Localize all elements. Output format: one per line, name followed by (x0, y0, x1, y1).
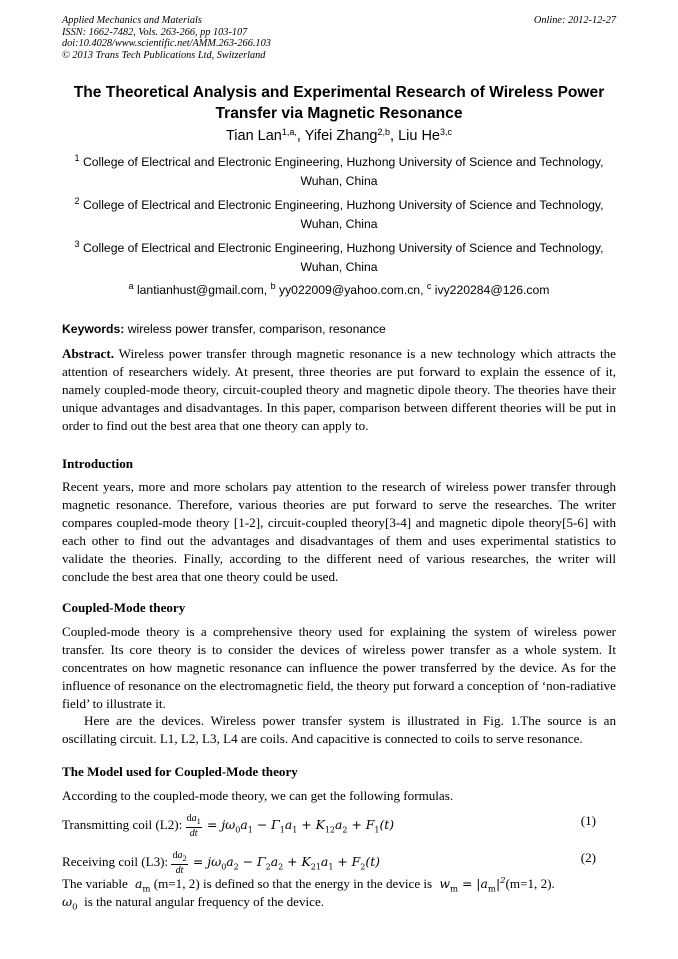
equation-2-formula: = $j\omega_0a_2 - \Gamma_2a_2 + K_{21}a_1 + F_2(t)$ (192, 854, 381, 872)
affiliation-line: College of Electrical and Electronic Engineering, Huzhong University of Science and Technology, (82, 155, 604, 169)
issn: ISSN: 1662-7482, Vols. 263-266, pp 103-107 (62, 26, 248, 38)
author-name: Liu He (398, 128, 440, 144)
abstract-label: Abstract. (62, 346, 114, 361)
energy-formula: $w_m = |a_m|^2$ (435, 875, 506, 895)
paper-title (40, 82, 638, 124)
keywords-label: Keywords: (62, 322, 125, 336)
derivative-fraction: $\frac{da_2}{dt}$ (172, 850, 187, 876)
online-date: Online: 2012-12-27 (533, 15, 616, 26)
variable-definition (62, 875, 616, 911)
equation-1-number: (1) (580, 813, 596, 828)
coupled-mode-paragraph-1: Coupled-mode theory is a comprehensive theory used for explaining the system of wireless power transfer. Its core theory is to consider the devices of wireless power transfer as a whole system. It concentrates on how magnetic resonance can influence the power transferred by the device. As for the influence of resonance on the electromagnetic field, the theory put forward a conception of ‘non-radiative field’ to illustrate it. (62, 624, 616, 711)
introduction-text: Recent years, more and more scholars pay attention to the research of wireless power transfer through magnetic resonance. Therefore, various theories are put forward to serve the researches. The writer compares coupled-mode theory [1-2], circuit-coupled theory[3-4] and magnetic dipole theory[5-6] with each other to find out the advantages and disadvantages of them and uses experimental statistics to validate the theories. Finally, according to the different need of various researches, the writer will conclude the best area that one theory could be used. (62, 479, 616, 584)
email-sup: b (270, 281, 276, 291)
email-link[interactable]: ivy220284@126.com (434, 283, 550, 297)
email-link[interactable]: lantianhust@gmail.com (136, 283, 264, 297)
equation-2-label: Receiving coil (L3): (62, 854, 169, 869)
affiliation-num: 1 (74, 153, 80, 163)
variable-a-m: $a_m$ (131, 876, 151, 895)
variable-text: (m=1, 2) is defined so that the energy in the device is (153, 876, 433, 891)
email-sup: c (426, 281, 432, 291)
model-intro: According to the coupled-mode theory, we can get the following formulas. (62, 788, 454, 803)
author-list: Tian Lan$^{1,a,}$, Yifei Zhang$^{2,b}$, Liu He$^{3,c}$ (225, 127, 453, 144)
author-name: Yifei Zhang (304, 128, 378, 144)
affiliation-num: 2 (74, 196, 80, 206)
author-sup: 3,c (440, 127, 453, 137)
affiliation-line: College of Electrical and Electronic Engineering, Huzhong University of Science and Technology, (82, 241, 604, 255)
variable-text: The variable (62, 876, 128, 891)
affiliation-city: Wuhan, China (300, 217, 378, 231)
affiliation-1 (62, 153, 616, 191)
section-heading-coupled-mode: Coupled-Mode theory (62, 600, 186, 615)
derivative-fraction: $\frac{da_1}{dt}$ (186, 813, 201, 839)
journal-name: Applied Mechanics and Materials (62, 15, 202, 26)
affiliation-2 (62, 196, 616, 234)
copyright: © 2013 Trans Tech Publications Ltd, Switzerland (62, 49, 266, 61)
author-sup: 2,b (377, 127, 391, 137)
affiliation-num: 3 (74, 239, 80, 249)
equation-2-number: (2) (580, 850, 596, 865)
affiliation-city: Wuhan, China (300, 174, 378, 188)
title-line-2: Transfer via Magnetic Resonance (215, 105, 463, 122)
affiliation-line: College of Electrical and Electronic Engineering, Huzhong University of Science and Technology, (82, 198, 604, 212)
equation-1 (62, 805, 616, 839)
coupled-mode-paragraph-2: Here are the devices. Wireless power transfer system is illustrated in Fig. 1.The source is an oscillating circuit. L1, L2, L3, L4 are coils. And capacitive is connected to coils to serve resonance. (62, 713, 616, 746)
journal-header (62, 15, 616, 61)
equation-1-label: Transmitting coil (L2): (62, 817, 183, 832)
equation-2 (62, 842, 616, 876)
email-list: $^a$ lantianhust@gmail.com, $^b$ yy022009@yahoo.com.cn, $^c$ ivy220284@126.com (128, 281, 550, 297)
section-heading-model: The Model used for Coupled-Mode theory (62, 764, 298, 779)
email-sup: a (128, 281, 134, 291)
variable-text: (m=1, 2). (505, 876, 555, 891)
keywords (62, 321, 616, 337)
omega-text: is the natural angular frequency of the device. (84, 893, 325, 909)
omega-symbol: $\omega_0$ (62, 893, 78, 913)
equation-1-formula: = $j\omega_0a_1 - \Gamma_1a_1 + K_{12}a_2 + F_1(t)$ (207, 817, 395, 835)
affiliation-city: Wuhan, China (300, 260, 378, 274)
doi: doi:10.4028/www.scientific.net/AMM.263-266.103 (62, 38, 271, 49)
email-link[interactable]: yy022009@yahoo.com.cn (278, 283, 421, 297)
author-name: Tian Lan (225, 128, 282, 144)
affiliation-3 (62, 239, 616, 277)
abstract (62, 345, 616, 435)
title-line-1: The Theoretical Analysis and Experimental Research of Wireless Power (73, 84, 605, 101)
section-heading-introduction: Introduction (62, 456, 134, 471)
abstract-text: Wireless power transfer through magnetic resonance is a new technology which attracts the attention of researchers widely. At present, three theories are put forward to explain the essence of it, namely coupled-mode theory, circuit-coupled theory and magnetic dipole theory. The theories have their unique advantages and disadvantages. In this paper, comparison between different theories will be put in order to find out the best area that one theory can apply to. (62, 346, 616, 433)
keywords-text: wireless power transfer, comparison, resonance (127, 322, 386, 336)
author-sup: 1,a, (281, 127, 297, 137)
